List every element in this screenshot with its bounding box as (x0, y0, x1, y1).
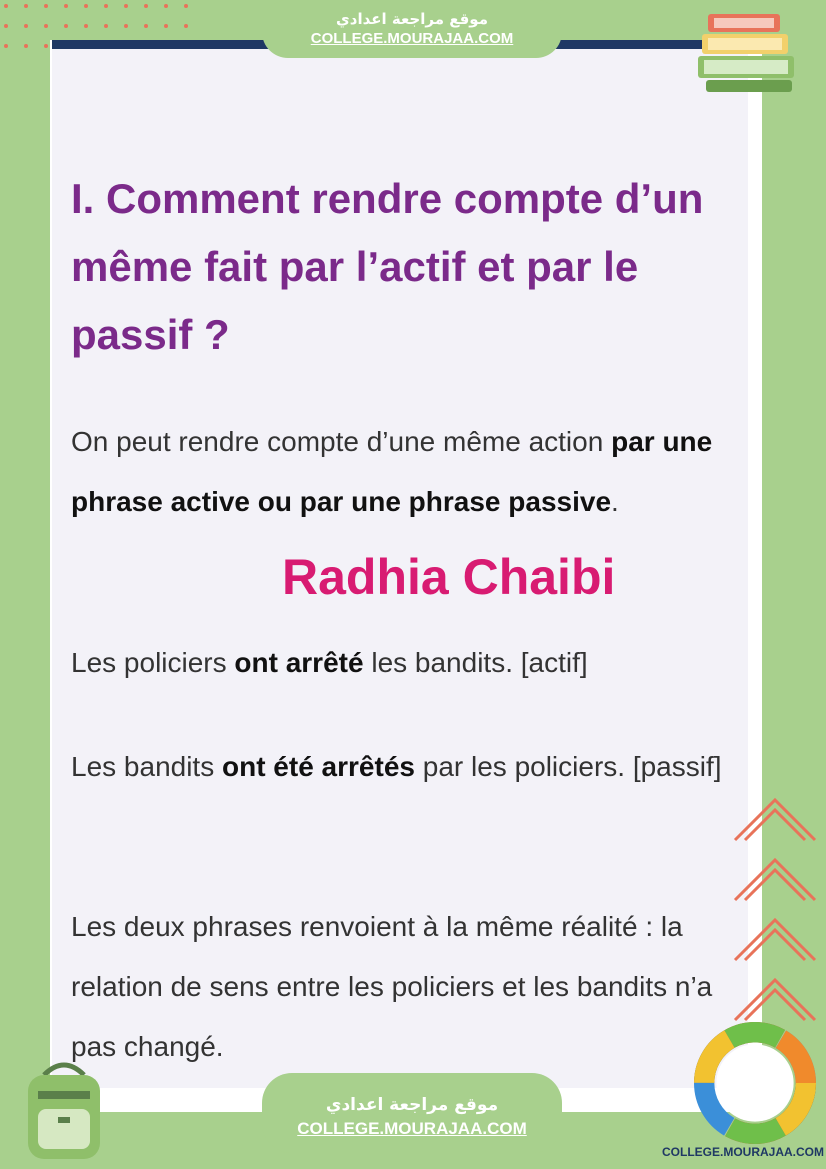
backpack-icon (14, 1055, 114, 1165)
example-active (71, 633, 741, 693)
intro-punctuation: . (611, 486, 619, 517)
subjects-wheel-icon (694, 1022, 816, 1144)
example-active-end: les bandits. [actif] (363, 647, 588, 678)
footer-site-name: موقع مراجعة اعدادي (325, 1095, 499, 1115)
books-icon (694, 8, 804, 98)
example-active-verb: ont arrêté (234, 647, 364, 678)
brand-caption: COLLEGE.MOURAJAA.COM (662, 1145, 824, 1159)
example-passive-start: Les bandits (71, 751, 222, 782)
footer-site-link[interactable]: COLLEGE.MOURAJAA.COM (297, 1119, 527, 1138)
header-banner (262, 0, 562, 58)
intro-paragraph (71, 412, 741, 532)
lesson-title: I. Comment rendre compte d’un même fait par l’actif et par le passif ? (71, 175, 704, 358)
intro-text: On peut rendre compte d’une même action (71, 426, 612, 457)
footer-banner (262, 1073, 562, 1153)
example-passive (71, 737, 741, 797)
header-site-name: موقع مراجعة اعدادي (336, 10, 488, 28)
example-active-start: Les policiers (71, 647, 235, 678)
author-name: Radhia Chaibi (282, 549, 616, 605)
intro-emphasis: par une phrase active ou par une phrase passive (71, 426, 713, 517)
header-site-link[interactable]: COLLEGE.MOURAJAA.COM (310, 30, 514, 47)
example-passive-end: par les policiers. [passif] (414, 751, 722, 782)
example-passive-verb: ont été arrêtés (222, 751, 415, 782)
conclusion-paragraph: Les deux phrases renvoient à la même réalité : la relation de sens entre les policiers et les bandits n’a pas changé. (71, 911, 713, 1062)
chevron-up-decoration-icon (730, 790, 820, 1040)
